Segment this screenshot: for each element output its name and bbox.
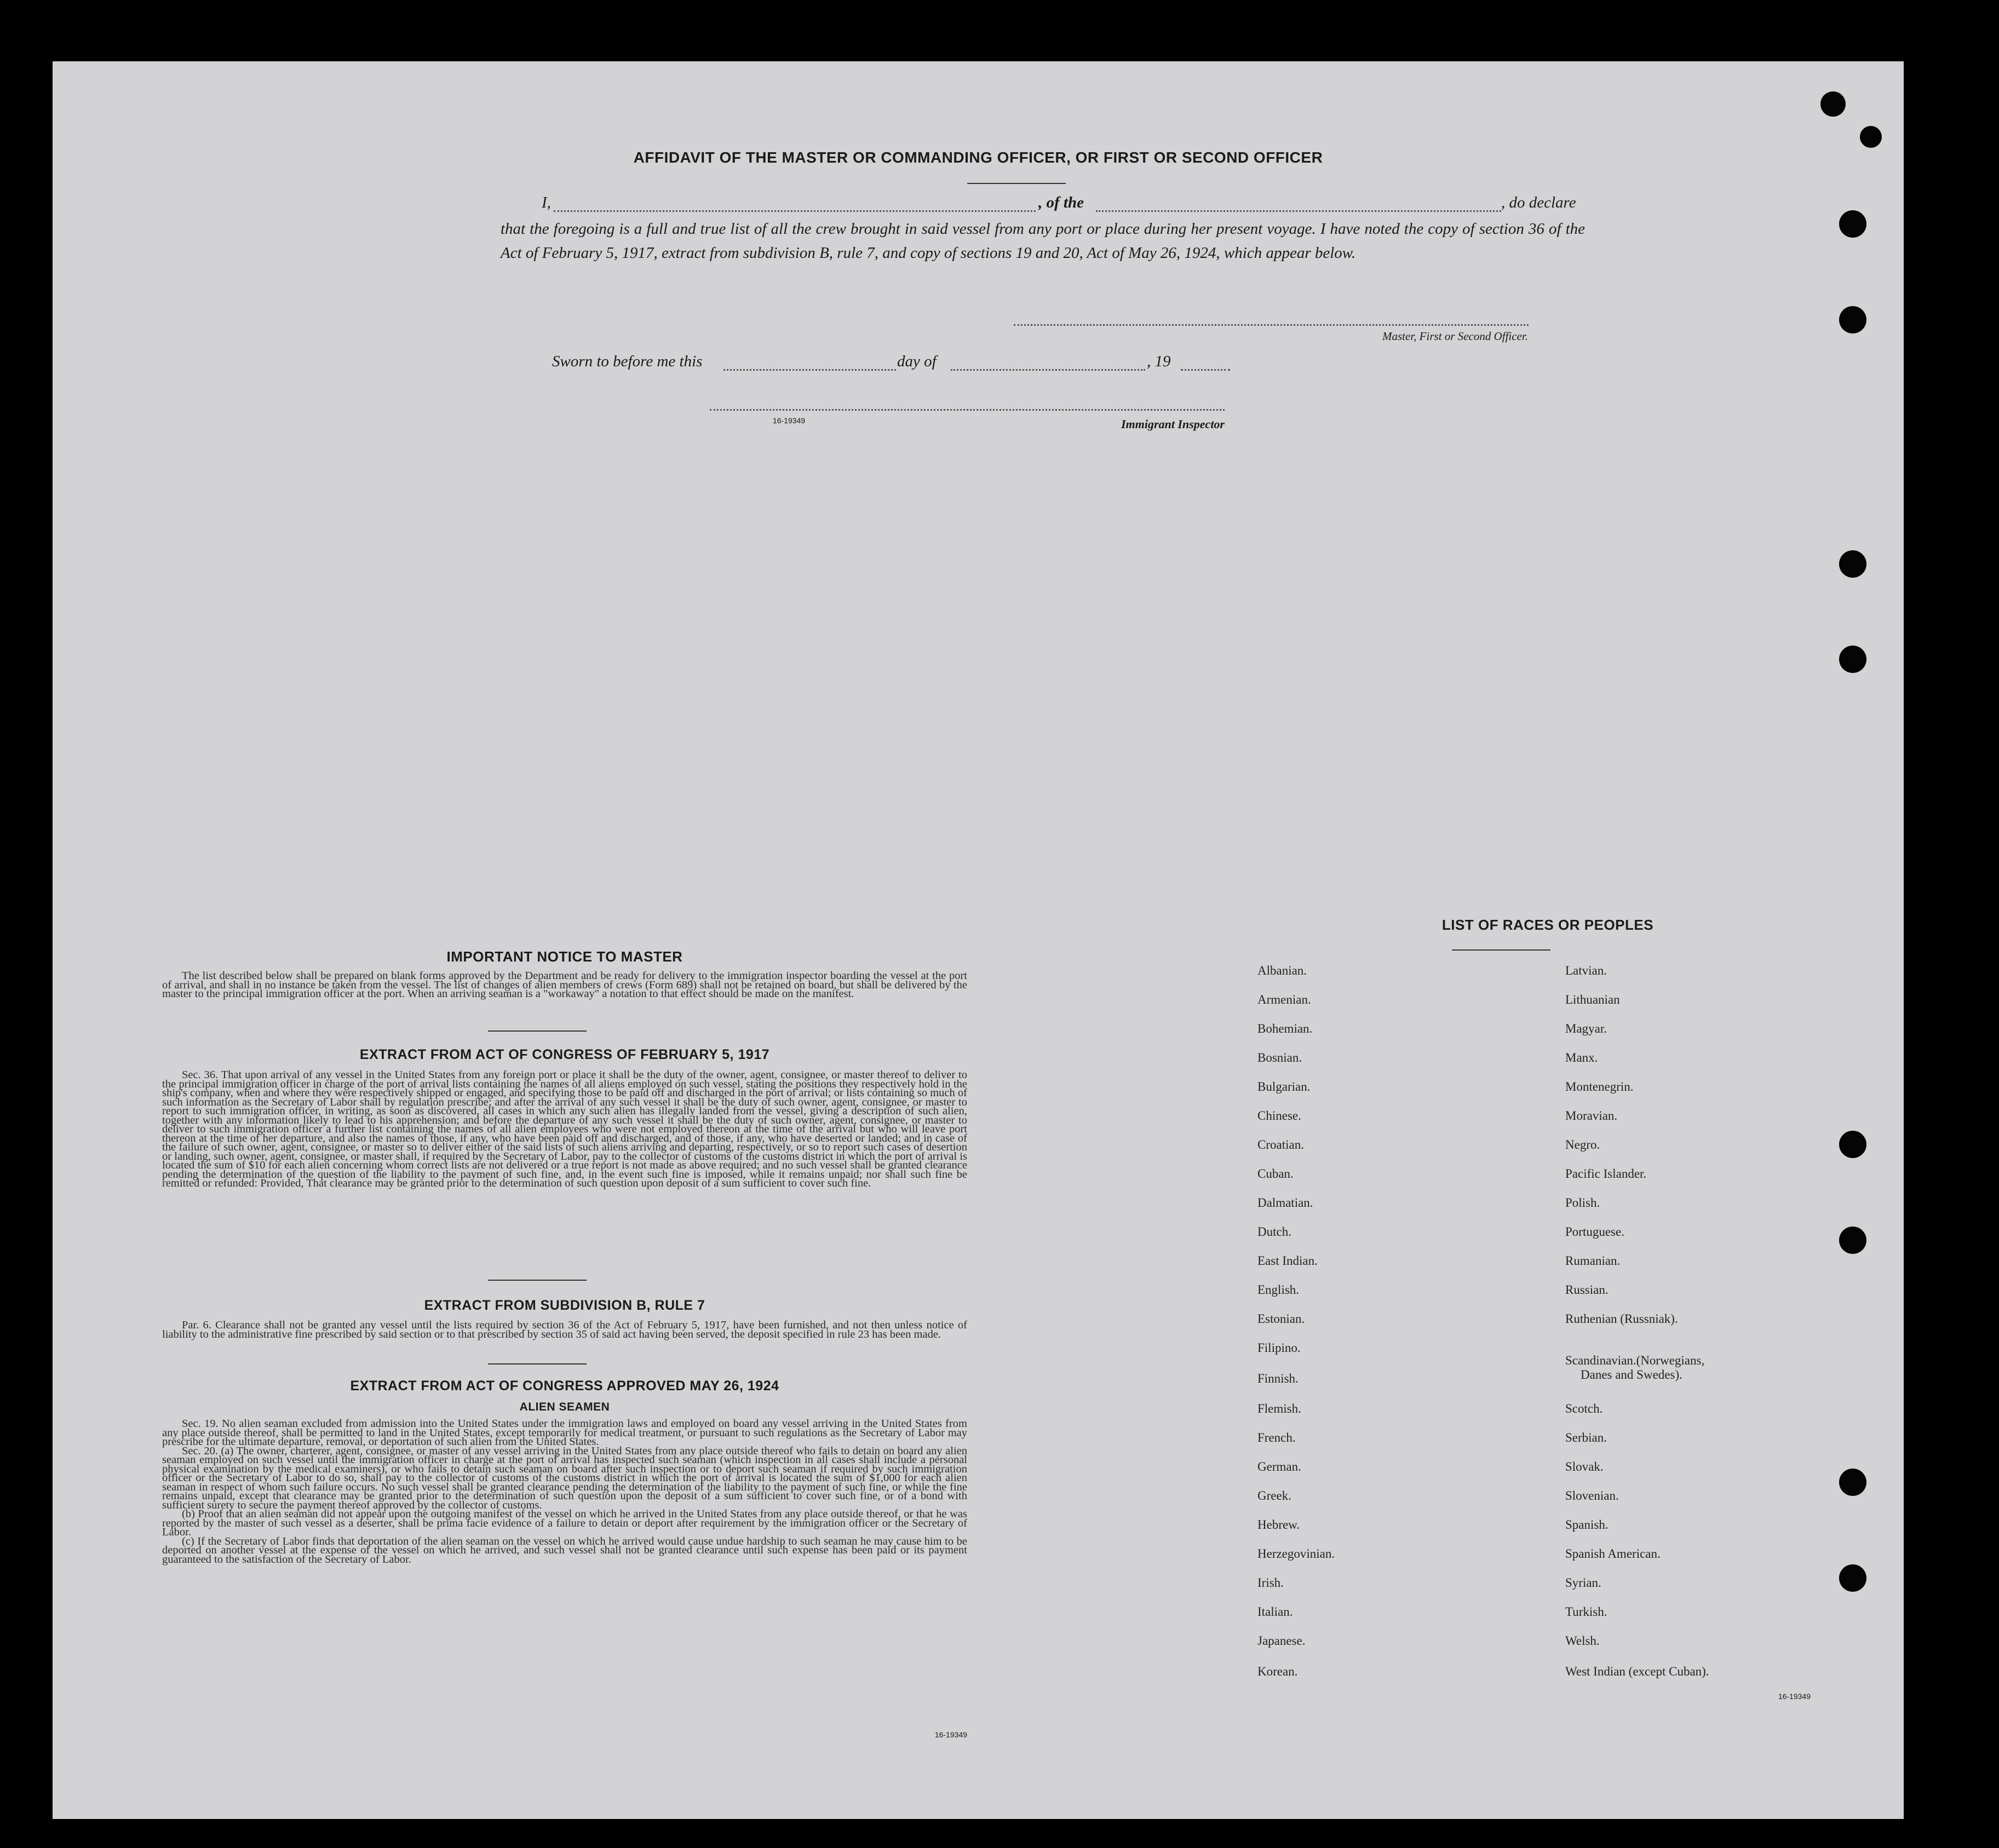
notice-title: IMPORTANT NOTICE TO MASTER	[446, 948, 683, 965]
race-item: Croatian.	[1257, 1138, 1304, 1152]
race-item: Ruthenian (Russniak).	[1565, 1312, 1678, 1326]
sec-20b-paragraph: (b) Proof that an alien seaman did not appear upon the outgoing manifest of the vessel on which he arrived in the United States from any place outside thereof, or that he was reported by the master of such vessel as a deserter, shall be prima facie evidence of a failure to detain or deport after requirement by the immigration officer or the Secretary of Labor.	[162, 1508, 967, 1538]
sec-19-paragraph: Sec. 19. No alien seaman excluded from admission into the United States under the immigration laws and employed on board any vessel arriving in the United States from any place outside thereof, shall be permitted to land in the United States, except temporarily for medical treatment, or pursuant to such regulations as the Secretary of Labor may prescribe for the ultimate departure, removal, or deportation of such alien from the United States.	[162, 1418, 967, 1448]
race-item: Cuban.	[1257, 1167, 1294, 1181]
race-item: Herzegovinian.	[1257, 1547, 1335, 1561]
race-item: Dalmatian.	[1257, 1196, 1313, 1210]
race-item: Lithuanian	[1565, 993, 1620, 1006]
race-item: Filipino.	[1257, 1341, 1301, 1355]
race-item: Magyar.	[1565, 1022, 1607, 1035]
title-divider	[967, 183, 1066, 184]
extract-1924-body	[162, 1419, 967, 1564]
race-item: Chinese.	[1257, 1109, 1301, 1122]
race-item: Russian.	[1565, 1283, 1609, 1297]
inspector-signature-field[interactable]	[710, 409, 1225, 411]
race-item: Turkish.	[1565, 1605, 1607, 1619]
race-item: Armenian.	[1257, 993, 1311, 1006]
divider-2	[488, 1280, 587, 1281]
extract-form-number: 16-19349	[934, 1730, 967, 1739]
race-item: Slovak.	[1565, 1460, 1604, 1473]
race-item: Bosnian.	[1257, 1051, 1302, 1064]
race-item: English.	[1257, 1283, 1300, 1297]
race-item: German.	[1257, 1460, 1301, 1473]
binder-hole	[1839, 1131, 1866, 1158]
name-field[interactable]	[554, 210, 1036, 212]
races-right-column	[1565, 964, 1872, 1758]
race-item: Flemish.	[1257, 1402, 1301, 1415]
binder-hole	[1839, 306, 1866, 333]
race-item: Latvian.	[1565, 964, 1607, 977]
races-title: LIST OF RACES OR PEOPLES	[1441, 917, 1654, 933]
document-sheet	[53, 61, 1904, 1819]
sworn-day-label: day of	[897, 353, 937, 370]
race-item: Scandinavian.(Norwegians,	[1565, 1354, 1705, 1367]
vessel-field[interactable]	[1096, 210, 1501, 212]
affidavit-form-number: 16-19349	[773, 416, 806, 425]
race-item: Polish.	[1565, 1196, 1600, 1210]
race-item: Welsh.	[1565, 1634, 1600, 1648]
binder-hole	[1820, 91, 1846, 117]
race-item: Dutch.	[1257, 1225, 1291, 1239]
race-item: French.	[1257, 1431, 1296, 1444]
race-item: Irish.	[1257, 1576, 1284, 1590]
race-item: Estonian.	[1257, 1312, 1305, 1326]
sworn-prefix: Sworn to before me this	[552, 353, 703, 370]
races-form-number: 16-19349	[1778, 1692, 1811, 1701]
race-item: Portuguese.	[1565, 1225, 1624, 1239]
races-divider	[1452, 949, 1550, 951]
signature-caption: Master, First or Second Officer.	[1382, 330, 1528, 343]
binder-hole	[1839, 646, 1866, 673]
race-item: Slovenian.	[1565, 1489, 1619, 1502]
races-left-column	[1257, 964, 1498, 1758]
divider-3	[488, 1363, 587, 1365]
sec-20a-paragraph: Sec. 20. (a) The owner, charterer, agent, consignee, or master of any vessel arriving in the United States from any place outside thereof who fails to detain on board any alien seaman employed on such vessel until the immigration officer in charge at the port of arrival has inspected such seaman (which inspection in all cases shall include a personal physical examination by the medical examiners), or who fails to detain such seaman on board after such inspection or to deport such seaman if required by such immigration officer or the Secretary of Labor to do so, shall pay to the collector of customs of the customs district in which the port of arrival is located the sum of $1,000 for each alien seaman in respect of whom such failure occurs. No such vessel shall be granted clearance pending the determination of the liability to the payment of such fine, or while the fine remains unpaid, except that clearance may be granted prior to the determination of such question upon the deposit of a sum sufficient to cover such fine, or of a bond with sufficient surety to secure the payment thereof approved by the collector of customs.	[162, 1444, 967, 1511]
sec-36-paragraph: Sec. 36. That upon arrival of any vessel in the United States from any foreign port or place it shall be the duty of the owner, agent, consignee, or master thereof to deliver to the principal immigration officer in charge of the port of arrival lists containing the names of all aliens employed on such vessel, stating the positions they respectively hold in the ship's company, when and where they were respectively shipped or engaged, and specifying those to be paid off and discharged in the port of arrival; or lists containing so much of such information as the Secretary of Labor shall by regulation prescribe; and after the arrival of any such vessel it shall be the duty of such owner, agent, consignee, or master to report to such immigration officer, in writing, as soon as discovered, all cases in which any such alien has illegally landed from the vessel, giving a description of such alien, together with any information likely to lead to his apprehension; and before the departure of any such vessel it shall be the duty of such owner, agent, consignee, or master to deliver to such immigration officer a further list containing the names of all alien employees who were not employed thereon at the time of the arrival but who will leave port thereon at the time of her departure, and also the names of those, if any, who have been paid off and discharged, and of those, if any, who have deserted or landed; and in case of the failure of such owner, agent, consignee, or master so to deliver either of the said lists of such aliens arriving and departing, respectively, or so to report such cases of desertion or landing, such owner, agent, consignee, or master shall, if required by the Secretary of Labor, pay to the collector of customs of the customs district in which the port of arrival is located the sum of $10 for each alien concerning whom correct lists are not delivered or a true report is not made as above required; and no such vessel shall be granted clearance pending the determination of the question of the liability to the payment of such fine, and, in the event such fine is imposed, while it remains unpaid; nor shall such fine be remitted or refunded: Provided, That clearance may be granted prior to the determination of such question upon deposit of a sum sufficient to cover such fine.	[162, 1069, 967, 1189]
notice-paragraph: The list described below shall be prepared on blank forms approved by the Department and be ready for delivery to the immigration inspector boarding the vessel at the port of arrival, and shall in no instance be taken from the vessel. The list of changes of alien members of crews (Form 689) shall not be retained on board, but shall be delivered by the master to the principal immigration officer at the port. When an arriving seaman is a "workaway" a notation to that effect should be made on the manifest.	[162, 970, 967, 1000]
notice-body	[162, 971, 967, 999]
race-item: Moravian.	[1565, 1109, 1618, 1122]
affidavit-i: I,	[542, 194, 551, 211]
race-item: West Indian (except Cuban).	[1565, 1665, 1709, 1678]
affidavit-declare: , do declare	[1501, 194, 1576, 211]
race-item: Danes and Swedes).	[1581, 1368, 1682, 1381]
binder-hole	[1839, 210, 1866, 238]
race-item: Italian.	[1257, 1605, 1293, 1619]
extract-1917-title: EXTRACT FROM ACT OF CONGRESS OF FEBRUARY 5, 1917	[359, 1047, 770, 1062]
sworn-year-label: , 19	[1147, 353, 1171, 370]
race-item: East Indian.	[1257, 1254, 1318, 1268]
race-item: Greek.	[1257, 1489, 1291, 1502]
binder-hole	[1860, 126, 1882, 148]
extract-1924-title: EXTRACT FROM ACT OF CONGRESS APPROVED MAY 26, 1924	[350, 1378, 779, 1394]
binder-hole	[1839, 1227, 1866, 1254]
binder-hole	[1839, 1564, 1866, 1592]
race-item: Hebrew.	[1257, 1518, 1300, 1532]
sec-20c-paragraph: (c) If the Secretary of Labor finds that deportation of the alien seaman on the vessel on which he arrived would cause undue hardship to such seaman he may cause him to be deported on another vessel at the expense of the vessel on which he arrived, and such vessel shall not be granted clearance until such expense has been paid or its payment guaranteed to the satisfaction of the Secretary of Labor.	[162, 1535, 967, 1565]
race-item: Bulgarian.	[1257, 1080, 1311, 1093]
inspector-caption: Immigrant Inspector	[1121, 417, 1225, 431]
affidavit-body: that the foregoing is a full and true list of all the crew brought in said vessel from any port or place during her present voyage. I have noted the copy of section 36 of the Act of February 5, 1917, extract from subdivision B, rule 7, and copy of sections 19 and 20, Act of May 26, 1924, which appear below.	[501, 220, 1585, 262]
extract-1917-body	[162, 1070, 967, 1188]
sworn-year-field[interactable]	[1181, 369, 1230, 371]
signature-field[interactable]	[1014, 324, 1529, 326]
par-6-paragraph: Par. 6. Clearance shall not be granted any vessel until the lists required by section 36 of the Act of February 5, 1917, have been furnished, and not then unless notice of liability to the administrative fine prescribed by said section or to that prescribed by section 35 of said act having been served, the deposit specified in rule 23 has been made.	[162, 1319, 967, 1340]
race-item: Pacific Islander.	[1565, 1167, 1647, 1181]
binder-hole	[1839, 1469, 1866, 1496]
race-item: Finnish.	[1257, 1372, 1299, 1385]
race-item: Scotch.	[1565, 1402, 1603, 1415]
race-item: Rumanian.	[1565, 1254, 1621, 1268]
divider-1	[488, 1030, 587, 1032]
race-item: Negro.	[1565, 1138, 1600, 1152]
affidavit-of-the: , of the	[1038, 194, 1084, 211]
race-item: Syrian.	[1565, 1576, 1601, 1590]
race-item: Bohemian.	[1257, 1022, 1313, 1035]
race-item: Spanish.	[1565, 1518, 1609, 1532]
race-item: Albanian.	[1257, 964, 1307, 977]
race-item: Serbian.	[1565, 1431, 1607, 1444]
extract-1924-subtitle: ALIEN SEAMEN	[519, 1401, 610, 1413]
race-item: Montenegrin.	[1565, 1080, 1634, 1093]
binder-hole	[1839, 550, 1866, 578]
affidavit-title: AFFIDAVIT OF THE MASTER OR COMMANDING OFFICER, OR FIRST OR SECOND OFFICER	[633, 149, 1323, 166]
extract-rule7-body	[162, 1321, 967, 1339]
extract-rule7-title: EXTRACT FROM SUBDIVISION B, RULE 7	[424, 1298, 705, 1313]
sworn-day-field[interactable]	[723, 369, 896, 371]
race-item: Manx.	[1565, 1051, 1598, 1064]
race-item: Japanese.	[1257, 1634, 1306, 1648]
race-item: Korean.	[1257, 1665, 1298, 1678]
race-item: Spanish American.	[1565, 1547, 1661, 1561]
sworn-month-field[interactable]	[951, 369, 1145, 371]
